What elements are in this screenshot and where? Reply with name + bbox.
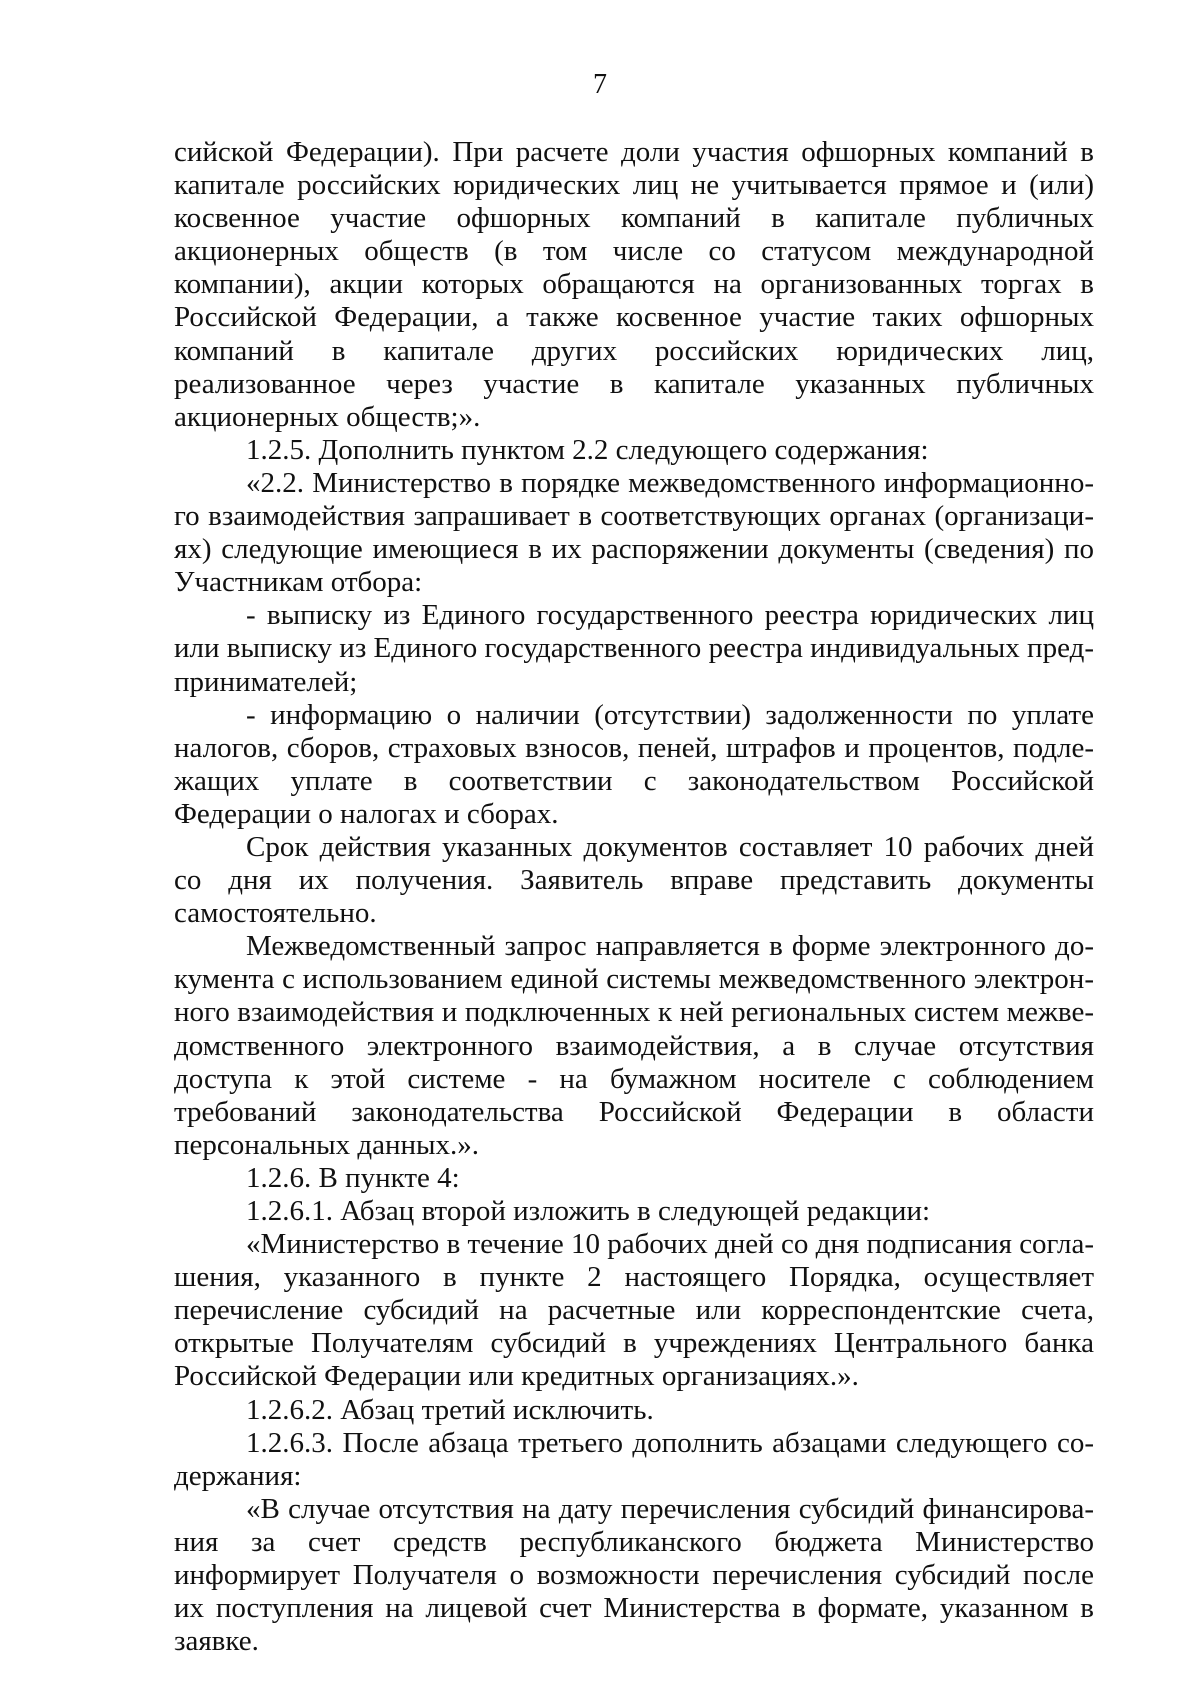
- document-body: [174, 136, 1094, 1658]
- paragraph-item-1-2-6-3: 1.2.6.3. После абзаца третьего дополнить абзацами следующего содержания:: [174, 1426, 1094, 1492]
- list-item-registry-extract: - выписку из Единого государственного реестра юридических лиц или выписку из Единого государственного реестра индивидуальных предпринимателей;: [174, 599, 1094, 698]
- paragraph-item-1-2-6: 1.2.6. В пункте 4:: [246, 1161, 460, 1194]
- paragraph-validity-period: Срок действия указанных документов составляет 10 рабочих дней со дня их получения. Заявитель вправе представить документы самостоятельно.: [174, 830, 1094, 930]
- page-number: 7: [593, 69, 607, 100]
- paragraph-item-1-2-6-1: 1.2.6.1. Абзац второй изложить в следующей редакции:: [246, 1195, 931, 1227]
- paragraph-clause-2-2: «2.2. Министерство в порядке межведомственного информационного взаимодействия запрашивает в соответствующих органах (организациях) следующие имеющиеся в их распоряжении документы (сведения) по Участникам отбора:: [174, 466, 1094, 599]
- paragraph-ministry-transfer: «Министерство в течение 10 рабочих дней со дня подписания соглашения, указанного в пункте 2 настоящего Порядка, осуществляет перечисление субсидий на расчетные или корреспондентские счета, открытые Получателям субсидий в учреждениях Центрального банка Российской Федерации или кредитных организациях.».: [174, 1228, 1094, 1393]
- paragraph-interagency-request: Межведомственный запрос направляется в форме электронного документа с использованием единой системы межведомственного электронного взаимодействия и подключенных к ней региональных систем межведомственного электронного взаимодействия, а в случае отсутствия доступа к этой системе - на бумажном носителе с соблюдением требований законодательства Российской Федерации в области персональных данных.».: [174, 930, 1094, 1161]
- list-item-tax-debt-info: - информацию о наличии (отсутствии) задолженности по уплате налогов, сборов, страховых взносов, пеней, штрафов и процентов, подлежащих уплате в соответствии с законодательством Российской Федерации о налогах и сборах.: [174, 698, 1094, 830]
- paragraph-funding-absence: «В случае отсутствия на дату перечисления субсидий финансирования за счет средств республиканского бюджета Министерство информирует Получателя о возможности перечисления субсидий после их поступления на лицевой счет Министерства в формате, указанном в заявке.: [174, 1492, 1094, 1658]
- paragraph-item-1-2-6-2: 1.2.6.2. Абзац третий исключить.: [246, 1393, 654, 1426]
- paragraph-continuation: сийской Федерации). При расчете доли участия офшорных компаний в капитале российских юридических лиц не учитывается прямое и (или) косвенное участие офшорных компаний в капитале публичных акционерных обществ (в том числе со статусом международной компании), акции которых обращаются на организованных торгах в Российской Федерации, а также косвенное участие таких офшорных компаний в капитале других российских юридических лиц, реализованное через участие в капитале указанных публичных акционерных обществ;».: [174, 136, 1094, 433]
- paragraph-item-1-2-5: 1.2.5. Дополнить пунктом 2.2 следующего содержания:: [246, 433, 929, 466]
